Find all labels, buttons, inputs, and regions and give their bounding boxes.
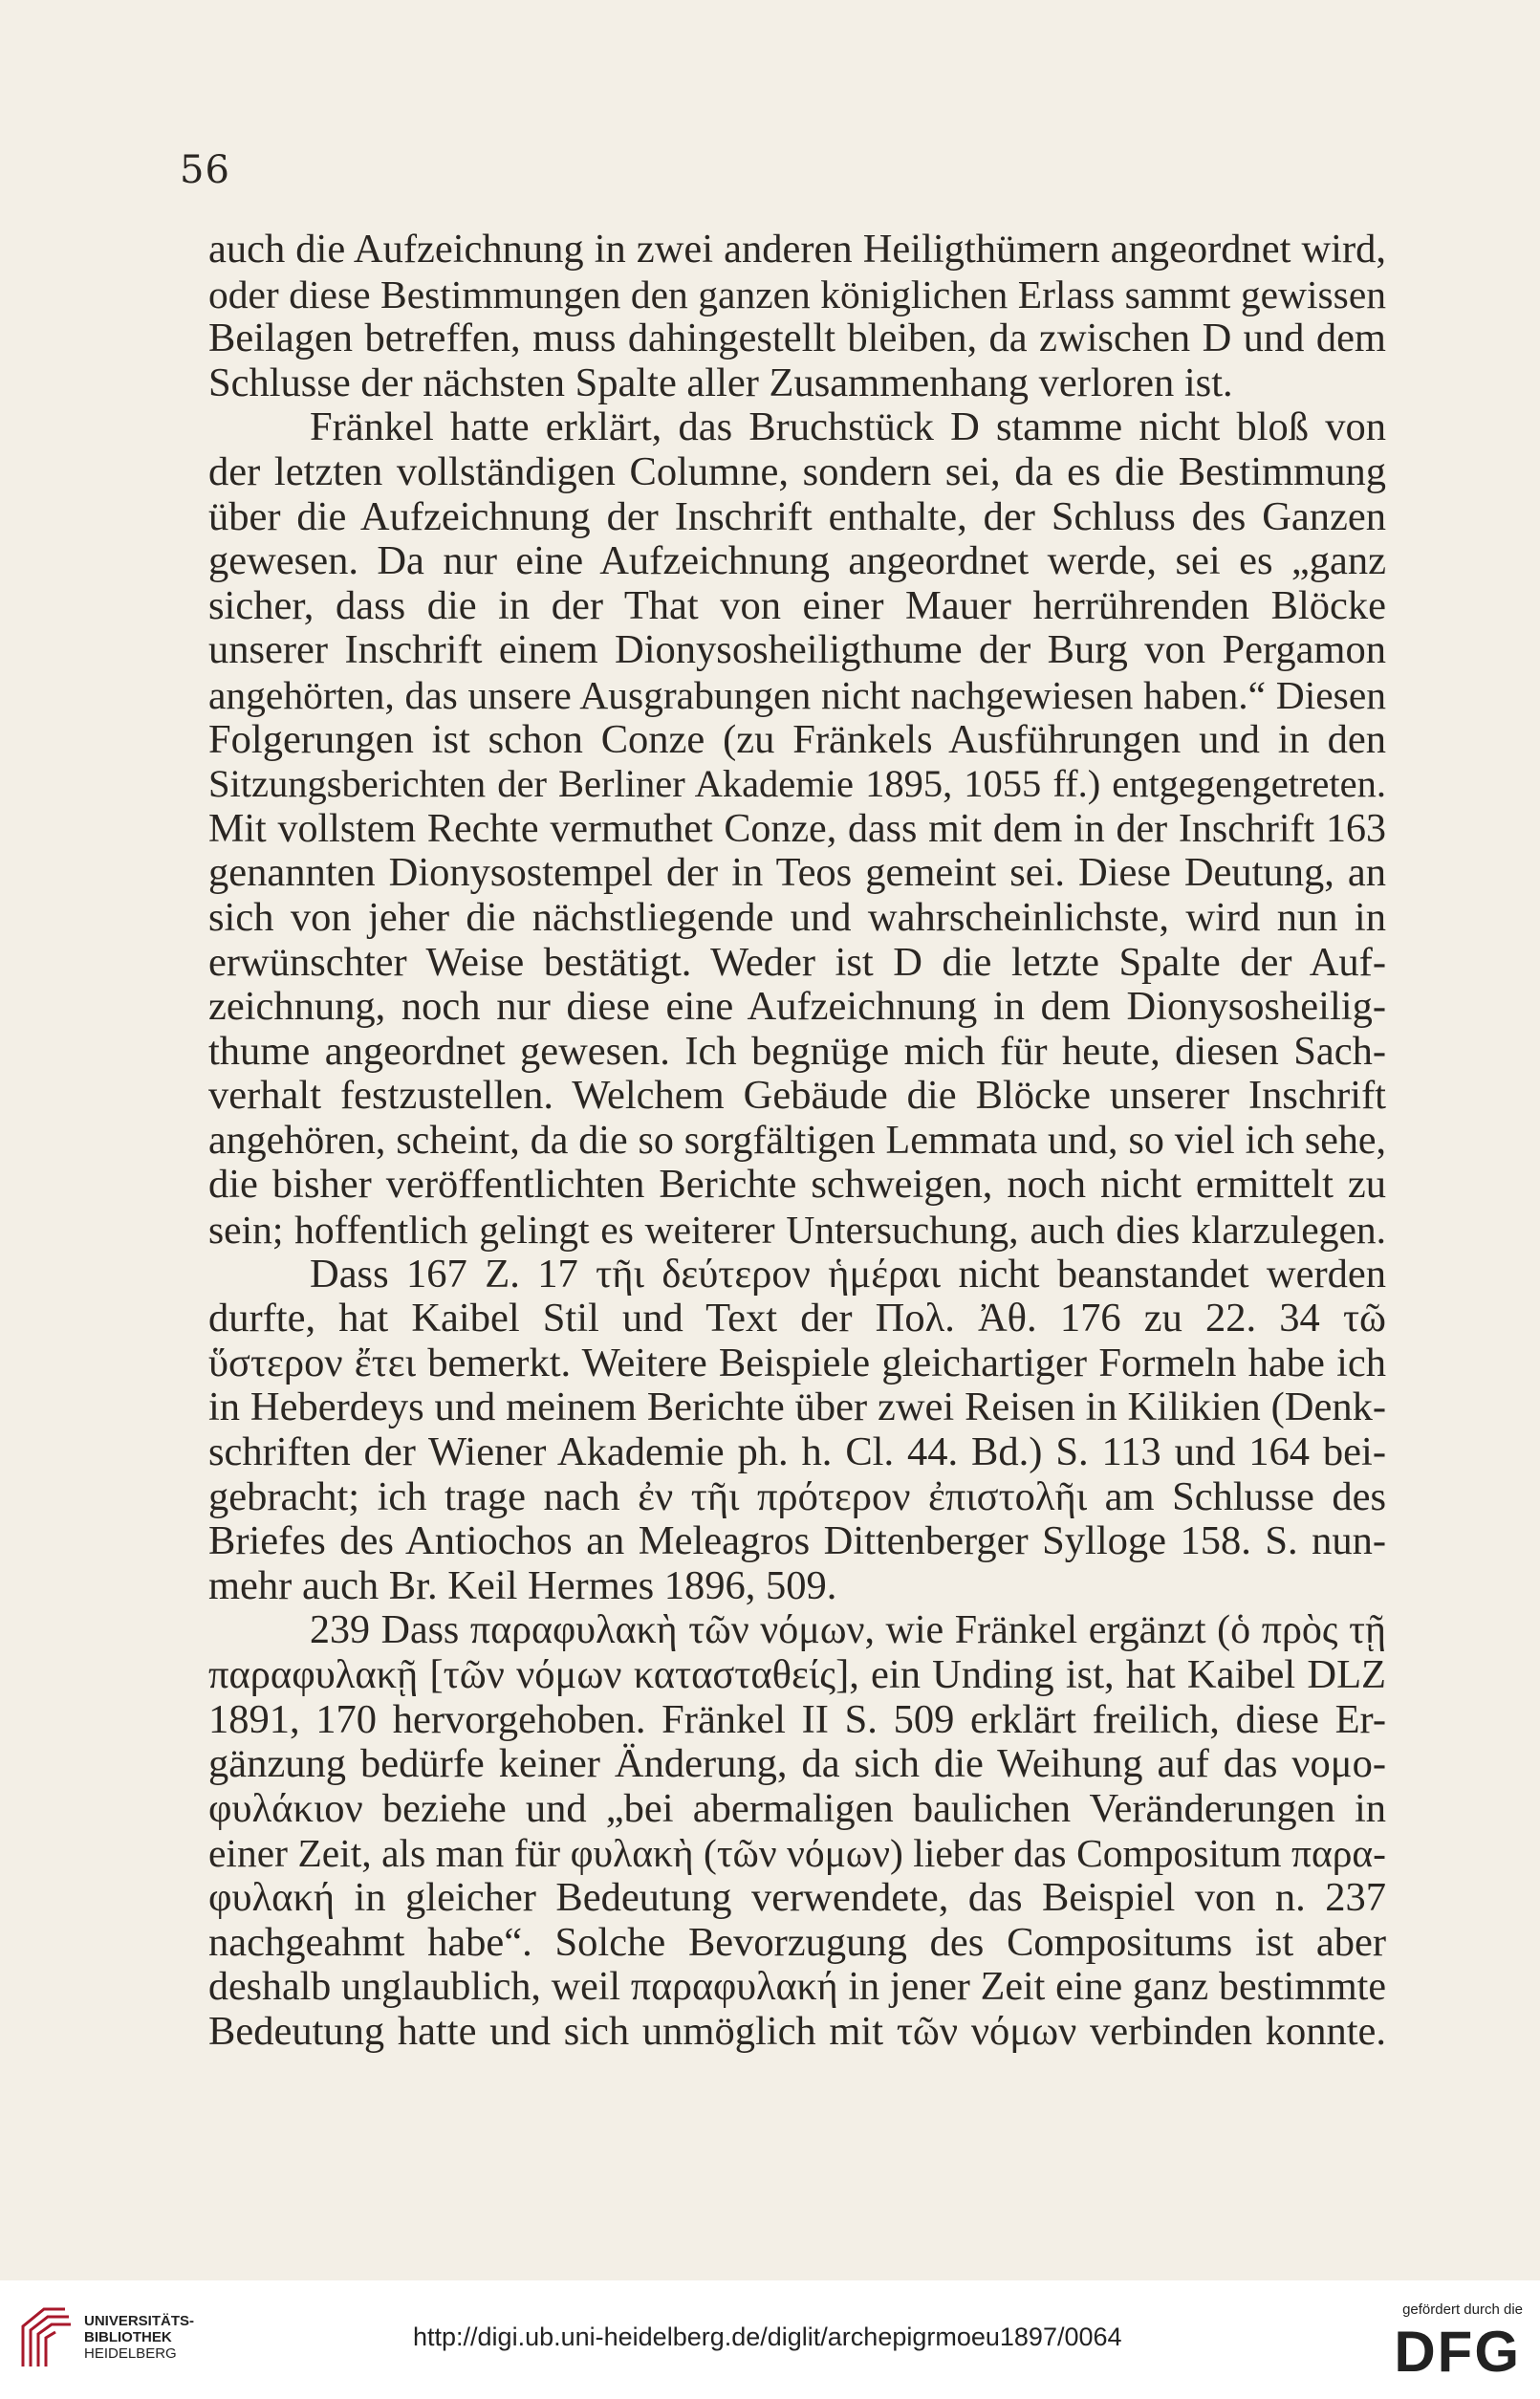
dfg-logo[interactable] [1379, 2323, 1523, 2375]
text-line: φυλακή in gleicher Bedeutung verwendete, das Beispiel von n. 237 [208, 1875, 1386, 1920]
text-line: deshalb unglaublich, weil παραφυλακή in jener Zeit eine ganz bestimmte [208, 1965, 1386, 2010]
text-line: 1891, 170 hervorgehoben. Fränkel II S. 509 erklärt freilich, diese Er- [208, 1697, 1386, 1742]
text-line: παραφυλακῇ [τῶν νόμων κατασταθείς], ein Unding ist, hat Kaibel DLZ [208, 1653, 1386, 1697]
text-line: in Heberdeys und meinem Berichte über zwei Reisen in Kilikien (Denk- [208, 1385, 1386, 1430]
text-line: Mit vollstem Rechte vermuthet Conze, dass mit dem in der Inschrift 163 [208, 806, 1386, 851]
library-name-line1: UNIVERSITÄTS- [84, 2313, 195, 2329]
library-name-line2: BIBLIOTHEK [84, 2329, 172, 2345]
text-line: die bisher veröffentlichten Berichte schweigen, noch nicht ermittelt zu [208, 1163, 1386, 1208]
library-name [84, 2313, 247, 2362]
text-line: Briefes des Antiochos an Meleagros Dittenberger Sylloge 158. S. nun- [208, 1519, 1386, 1564]
source-url-link[interactable]: http://digi.ub.uni-heidelberg.de/diglit/archepigrmoeu1897/0064 [413, 2323, 1122, 2351]
text-line: Fränkel hatte erklärt, das Bruchstück D stamme nicht bloß von [310, 405, 1386, 450]
text-line: erwünschter Weise bestätigt. Weder ist D die letzte Spalte der Auf- [208, 940, 1386, 985]
text-line: Schlusse der nächsten Spalte aller Zusammenhang verloren ist. [208, 360, 1233, 405]
text-line: oder diese Bestimmungen den ganzen königlichen Erlass sammt gewissen [208, 272, 1386, 316]
text-line: angehörten, das unsere Ausgrabungen nicht nachgewiesen haben.“ Diesen [208, 672, 1386, 717]
text-line: sich von jeher die nächstliegende und wahrscheinlichste, wird nun in [208, 895, 1386, 940]
text-line: angehören, scheint, da die so sorgfältigen Lemmata und, so viel ich sehe, [208, 1118, 1386, 1163]
text-line: der letzten vollständigen Columne, sondern sei, da es die Bestimmung [208, 449, 1386, 494]
text-line: mehr auch Br. Keil Hermes 1896, 509. [208, 1563, 837, 1608]
text-line: gewesen. Da nur eine Aufzeichnung angeordnet werde, sei es „ganz [208, 539, 1386, 584]
text-line: Beilagen betreffen, muss dahingestellt bleiben, da zwischen D und dem [208, 316, 1386, 361]
library-emblem-icon [17, 2305, 75, 2372]
text-line: gänzung bedürfe keiner Änderung, da sich die Weihung auf das νομο- [208, 1742, 1386, 1787]
footer-bar [0, 2280, 1540, 2399]
text-line: unserer Inschrift einem Dionysosheiligthume der Burg von Pergamon [208, 628, 1386, 673]
text-line: sicher, dass die in der That von einer Mauer herrührenden Blöcke [208, 583, 1386, 628]
funding-caption: gefördert durch die [1402, 2301, 1523, 2318]
text-line: Sitzungsberichten der Berliner Akademie 1895, 1055 ff.) entgegengetreten. [208, 762, 1386, 806]
text-line: schriften der Wiener Akademie ph. h. Cl. 44. Bd.) S. 113 und 164 bei- [208, 1430, 1386, 1475]
text-line: Folgerungen ist schon Conze (zu Fränkels Ausführungen und in den [208, 717, 1386, 762]
text-line: durfte, hat Kaibel Stil und Text der Πολ. Ἀθ. 176 zu 22. 34 τῶ [208, 1297, 1386, 1341]
text-line: Bedeutung hatte und sich unmöglich mit τῶν νόμων verbinden konnte. [208, 2009, 1386, 2054]
library-name-line3: HEIDELBERG [84, 2345, 177, 2362]
text-line: auch die Aufzeichnung in zwei anderen Heiligthümern angeordnet wird, [208, 228, 1386, 272]
text-line: zeichnung, noch nur diese eine Aufzeichnung in dem Dionysosheilig- [208, 985, 1386, 1030]
text-line: verhalt festzustellen. Welchem Gebäude die Blöcke unserer Inschrift [208, 1074, 1386, 1119]
text-line: einer Zeit, als man für φυλακὴ (τῶν νόμων) lieber das Compositum παρα- [208, 1831, 1386, 1876]
text-line: nachgeahmt habe“. Solche Bevorzugung des Compositums ist aber [208, 1920, 1386, 1965]
text-line: 239 Dass παραφυλακὴ τῶν νόμων, wie Fränkel ergänzt (ὁ πρὸς τῇ [310, 1608, 1386, 1653]
body-text [208, 228, 1386, 2054]
text-line: genannten Dionysostempel der in Teos gemeint sei. Diese Deutung, an [208, 851, 1386, 896]
funder-block [1370, 2301, 1523, 2375]
text-line: ὕστερον ἔτει bemerkt. Weitere Beispiele gleichartiger Formeln habe ich [208, 1341, 1386, 1385]
text-line: φυλάκιον beziehe und „bei abermaligen baulichen Veränderungen in [208, 1786, 1386, 1831]
page-number: 56 [180, 148, 230, 192]
text-line: gebracht; ich trage nach ἐν τῆι πρότερον ἐπιστολῆι am Schlusse des [208, 1474, 1386, 1519]
text-line: sein; hoffentlich gelingt es weiterer Untersuchung, auch dies klarzulegen. [208, 1208, 1386, 1253]
text-line: über die Aufzeichnung der Inschrift enthalte, der Schluss des Ganzen [208, 494, 1386, 539]
text-line: thume angeordnet gewesen. Ich begnüge mich für heute, diesen Sach- [208, 1029, 1386, 1074]
text-line: Dass 167 Z. 17 τῆι δεύτερον ἡμέραι nicht beanstandet werden [310, 1252, 1386, 1297]
dfg-logo-text: DFG [1394, 2323, 1521, 2375]
